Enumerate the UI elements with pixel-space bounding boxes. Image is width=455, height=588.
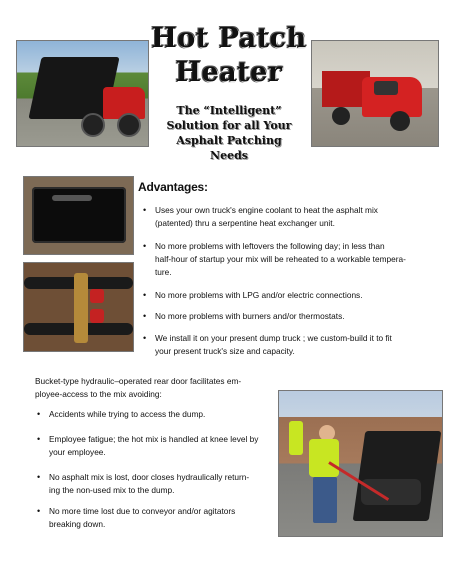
page-title-line-1: Hot Patch — [151, 23, 307, 54]
issue-text-line: No more time lost due to conveyor and/or agitators — [49, 506, 236, 516]
issue-text-line: breaking down. — [49, 519, 106, 529]
rear-door-intro — [35, 375, 260, 401]
advantage-text-line: (patented) thru a serpentine heat exchanger unit. — [155, 218, 335, 228]
advantage-text-line: your present truck's size and capacity. — [155, 346, 295, 356]
advantage-text-line: No more problems with burners and/or thermostats. — [155, 311, 345, 321]
bullet-icon: • — [143, 205, 147, 215]
advantage-text-line: We install it on your present dump truck ; we custom-build it to fit — [155, 333, 392, 343]
advantages-heading: Advantages: — [138, 180, 208, 194]
issue-text-line: No asphalt mix is lost, door closes hydraulically return- — [49, 472, 250, 482]
issue-text-line: Accidents while trying to access the dump. — [49, 409, 206, 419]
red-truck-shop-photo — [311, 40, 439, 147]
page-title-line-2: Heater — [175, 57, 283, 88]
subtitle-line-1: The “Intelligent” — [176, 104, 282, 117]
issue-text-line: Employee fatigue; the hot mix is handled at knee level by — [49, 434, 259, 444]
advantage-text-line: No more problems with LPG and/or electric connections. — [155, 290, 363, 300]
coolant-hose-valves-photo — [23, 262, 134, 352]
truck-dump-bed-photo — [16, 40, 149, 147]
subtitle-line-3: Asphalt Patching — [176, 134, 282, 147]
bullet-icon: • — [37, 506, 41, 516]
advantage-text-line: half-hour of startup your mix will be reheated to a workable tempera- — [155, 254, 406, 264]
bullet-icon: • — [37, 409, 41, 419]
issue-text-line: your employee. — [49, 447, 106, 457]
heat-exchanger-plate-photo — [23, 176, 134, 255]
advantage-text-line: ture. — [155, 267, 172, 277]
bullet-icon: • — [143, 333, 147, 343]
advantage-text-line: No more problems with leftovers the following day; in less than — [155, 241, 385, 251]
bullet-icon: • — [143, 311, 147, 321]
intro-text-line: ployee-access to the mix avoiding: — [35, 389, 162, 399]
advantage-text-line: Uses your own truck's engine coolant to heat the asphalt mix — [155, 205, 378, 215]
issue-text-line: ing the non-used mix to the dump. — [49, 485, 175, 495]
bullet-icon: • — [143, 290, 147, 300]
intro-text-line: Bucket-type hydraulic–operated rear door facilitates em- — [35, 376, 242, 386]
subtitle-line-4: Needs — [210, 149, 248, 162]
worker-raking-asphalt-photo — [278, 390, 443, 537]
subtitle-line-2: Solution for all Your — [166, 119, 292, 132]
bullet-icon: • — [37, 434, 41, 444]
bullet-icon: • — [143, 241, 147, 251]
bullet-icon: • — [37, 472, 41, 482]
